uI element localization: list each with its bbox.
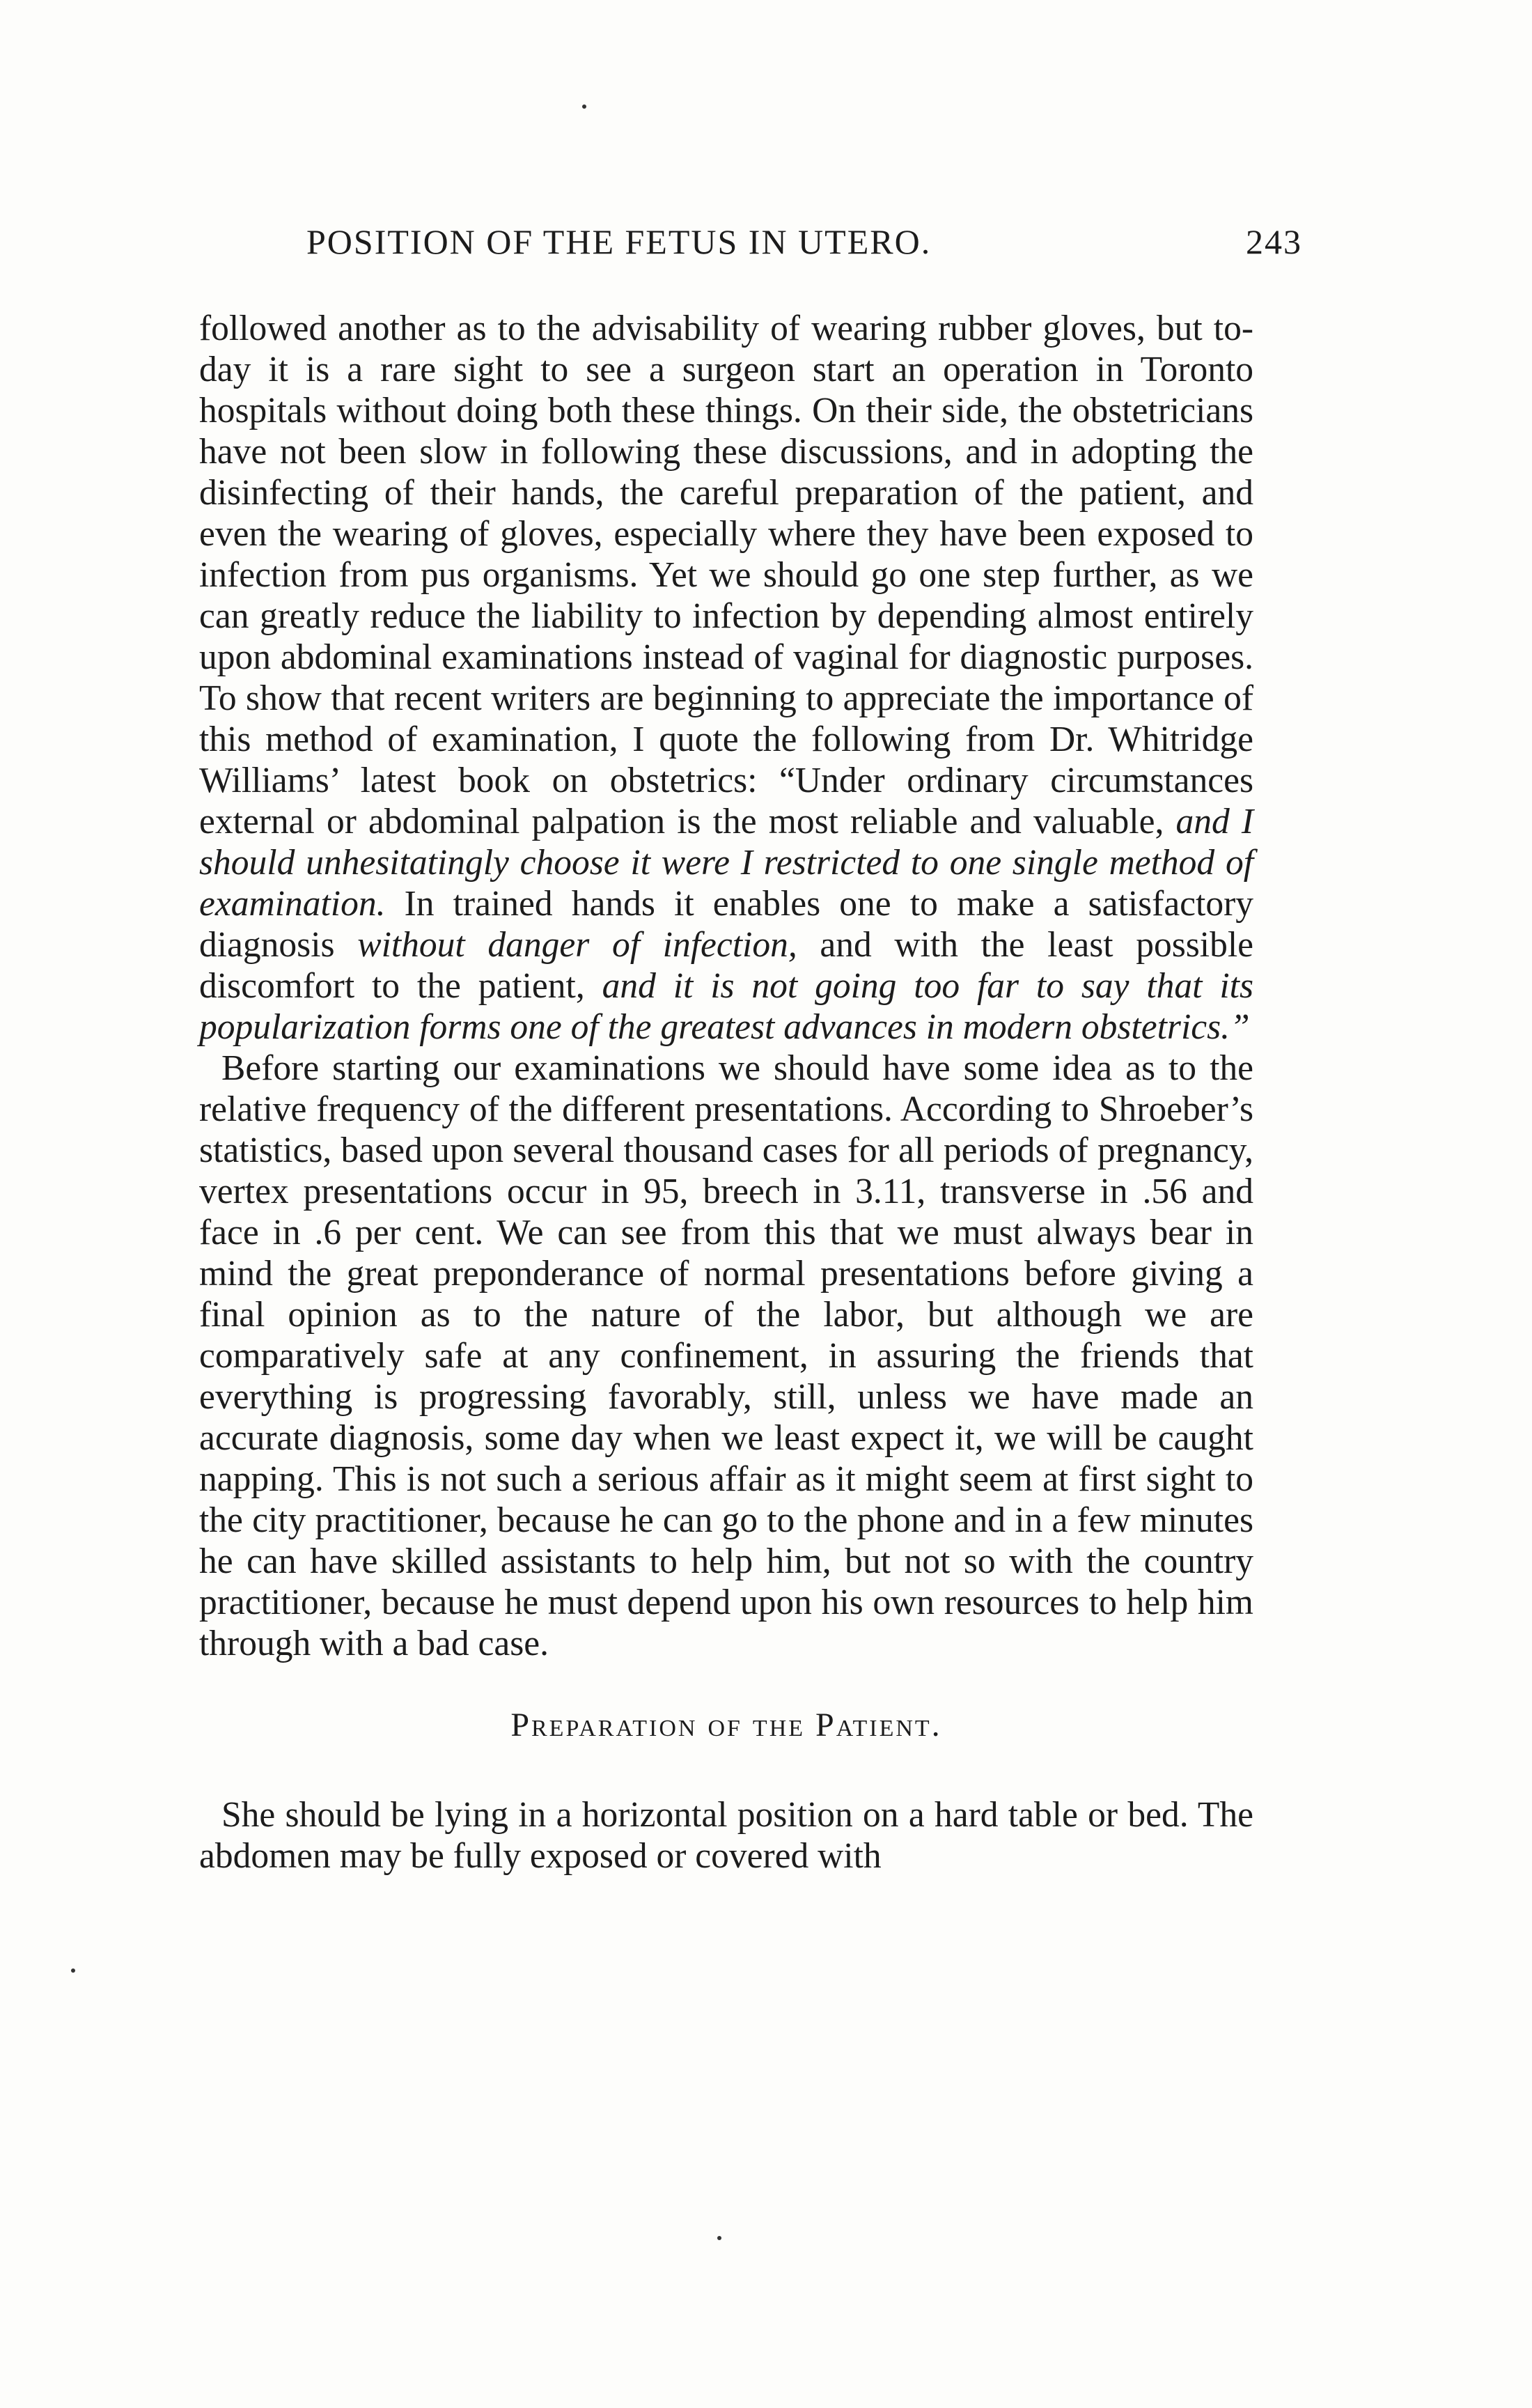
paragraph-frequency: Before starting our examinations we should have some idea as to the relative frequency of the different presentations. According to Shroeber’s statistics, based upon several thousand cases for all periods of pregnancy, vertex presentations occur in 95, breech in 3.11, transverse in .56 and face in .6 per cent. We can see from this that we must always bear in mind the great preponderance of normal presentations before giving a final opinion as to the nature of the labor, but although we are comparatively safe at any confinement, in assuring the friends that everything is progressing favorably, still, unless we have made an accurate diagnosis, some day when we least expect it, we will be caught napping. This is not such a serious affair as it might seem at first sight to the city practitioner, because he can go to the phone and in a few minutes he can have skilled assistants to help him, but not so with the country practitioner, because he must depend upon his own resources to help him through with a bad case.: [199, 1048, 1253, 1663]
bottom-dot-mark: [717, 2236, 721, 2240]
italic-quote: and I should unhesitatingly choose it were I restricted to one single method of examination.: [199, 802, 1253, 924]
paragraph-preparation: She should be lying in a horizontal position on a hard table or bed. The abdomen may be fully exposed or covered with: [199, 1795, 1253, 1876]
top-dot-mark: [582, 104, 586, 109]
page-number: 243: [1246, 222, 1302, 261]
section-heading: Preparation of the Patient.: [510, 1707, 942, 1743]
italic-quote: without danger of infection,: [357, 925, 797, 965]
paragraph-text: In trained hands it enables one to make a satisfactory diagnosis: [199, 884, 1253, 965]
margin-dot-mark: [71, 1968, 75, 1973]
italic-quote: and it is not going too far to say that its popularization forms one of the greatest advances in modern obstetrics.”: [199, 966, 1253, 1047]
running-header: [306, 222, 1302, 277]
running-title: POSITION OF THE FETUS IN UTERO.: [306, 222, 932, 261]
paragraph-text: and with the least possible discomfort to the patient,: [199, 925, 1253, 1006]
paragraph-continued: [199, 308, 1253, 1048]
paragraph-text: followed another as to the advisability of wearing rubber gloves, but to-day it is a rare sight to see a surgeon start an operation in Toronto hospitals without doing both these things. On their side, the obstetricians have not been slow in following these discussions, and in adopting the disinfecting of their hands, the careful preparation of the patient, and even the wearing of gloves, especially where they have been exposed to infection from pus organisms. Yet we should go one step further, as we can greatly reduce the liability to infection by depending almost entirely upon abdominal examinations instead of vaginal for diagnostic purposes. To show that recent writers are beginning to appreciate the importance of this method of examination, I quote the following from Dr. Whitridge Williams’ latest book on obstetrics: “Under ordinary circumstances external or abdominal palpation is the most reliable and valuable,: [199, 309, 1253, 841]
page-body: [199, 308, 1253, 1877]
